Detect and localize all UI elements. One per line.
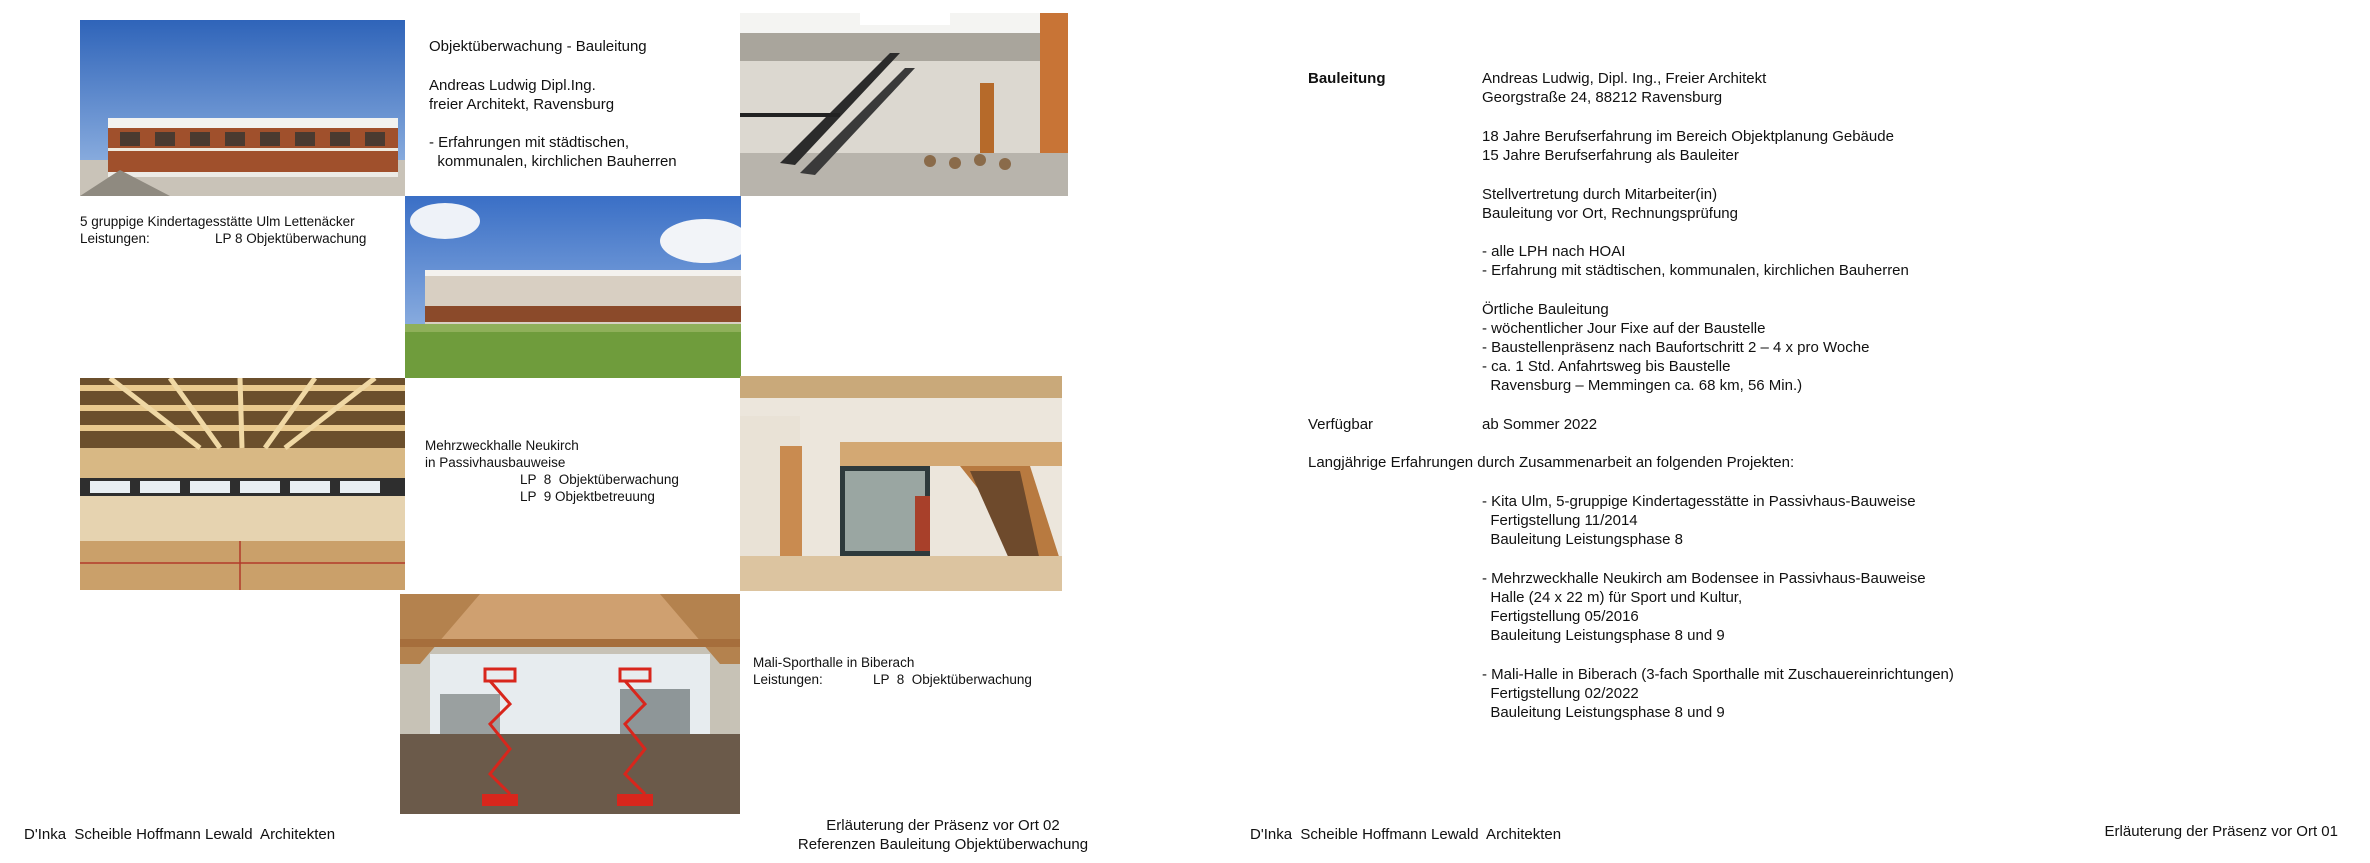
project-line: Halle (24 x 22 m) für Sport und Kultur, [1482,589,1743,606]
project-3-label: Leistungen: [753,672,823,687]
project-2-lp8: LP 8 Objektüberwachung [520,472,679,487]
info-line: Andreas Ludwig, Dipl. Ing., Freier Architekt [1482,70,1767,87]
info-line: - Baustellenpräsenz nach Baufortschritt 2 – 4 x pro Woche [1482,339,1870,356]
foyer-stair-photo [740,376,1062,591]
project-line: Bauleitung Leistungsphase 8 und 9 [1482,627,1725,644]
right-footer-firm: D'Inka Scheible Hoffmann Lewald Architekten [1250,826,1562,843]
stair-atrium-photo [740,13,1068,196]
info-line: - Erfahrung mit städtischen, kommunalen, kirchlichen Bauherren [1482,262,1909,279]
info-line: Ravensburg – Memmingen ca. 68 km, 56 Min.) [1482,377,1803,394]
intro-role: freier Architekt, Ravensburg [429,96,615,113]
project-line: Bauleitung Leistungsphase 8 [1482,531,1683,548]
left-footer-page-title: Erläuterung der Präsenz vor Ort 02 [826,817,1060,834]
intro-person: Andreas Ludwig Dipl.Ing. [429,77,596,94]
intro-experience-line-1: - Erfahrungen mit städtischen, [429,134,630,151]
intro-title: Objektüberwachung - Bauleitung [429,38,647,55]
info-line: 15 Jahre Berufserfahrung als Bauleiter [1482,147,1739,164]
bauleitung-label: Bauleitung [1308,70,1386,87]
info-line: Georgstraße 24, 88212 Ravensburg [1482,89,1723,106]
hall-construction-photo [400,594,740,814]
project-3-service: LP 8 Objektüberwachung [873,672,1032,687]
projects-heading: Langjährige Erfahrungen durch Zusammenarbeit an folgenden Projekten: [1308,454,1795,471]
project-2-name-line-1: Mehrzweckhalle Neukirch [425,438,579,453]
info-line: - ca. 1 Std. Anfahrtsweg bis Baustelle [1482,358,1731,375]
left-footer-page-subtitle: Referenzen Bauleitung Objektüberwachung [797,836,1089,853]
project-line: Bauleitung Leistungsphase 8 und 9 [1482,704,1725,721]
project-line: - Mehrzweckhalle Neukirch am Bodensee in Passivhaus-Bauweise [1482,570,1926,587]
kita-ulm-side-photo [405,196,741,378]
project-1-label: Leistungen: [80,231,150,246]
verfuegbar-label: Verfügbar [1308,416,1374,433]
info-line: 18 Jahre Berufserfahrung im Bereich Objektplanung Gebäude [1482,128,1894,145]
left-footer-firm: D'Inka Scheible Hoffmann Lewald Architekten [24,826,336,843]
kita-ulm-exterior-photo [80,20,405,196]
info-line: Bauleitung vor Ort, Rechnungsprüfung [1482,205,1738,222]
project-1-service: LP 8 Objektüberwachung [215,231,367,246]
project-line: Fertigstellung 05/2016 [1482,608,1639,625]
project-2-lp9: LP 9 Objektbetreuung [520,489,655,504]
project-3-name: Mali-Sporthalle in Biberach [753,655,915,670]
project-line: Fertigstellung 02/2022 [1482,685,1639,702]
right-footer-page-title: Erläuterung der Präsenz vor Ort 01 [2104,823,2338,840]
project-line: Fertigstellung 11/2014 [1482,512,1638,529]
verfuegbar-value: ab Sommer 2022 [1482,416,1598,433]
project-line: - Kita Ulm, 5-gruppige Kindertagesstätte in Passivhaus-Bauweise [1482,493,1916,510]
intro-experience-line-2: kommunalen, kirchlichen Bauherren [429,153,677,170]
sports-hall-interior-photo [80,378,405,590]
project-1-name: 5 gruppige Kindertagesstätte Ulm Lettenäcker [80,214,355,229]
info-line: Örtliche Bauleitung [1482,301,1609,318]
info-line: - wöchentlicher Jour Fixe auf der Baustelle [1482,320,1766,337]
info-line: - alle LPH nach HOAI [1482,243,1626,260]
project-2-name-line-2: in Passivhausbauweise [425,455,566,470]
info-line: Stellvertretung durch Mitarbeiter(in) [1482,186,1718,203]
project-line: - Mali-Halle in Biberach (3-fach Sporthalle mit Zuschauereinrichtungen) [1482,666,1954,683]
